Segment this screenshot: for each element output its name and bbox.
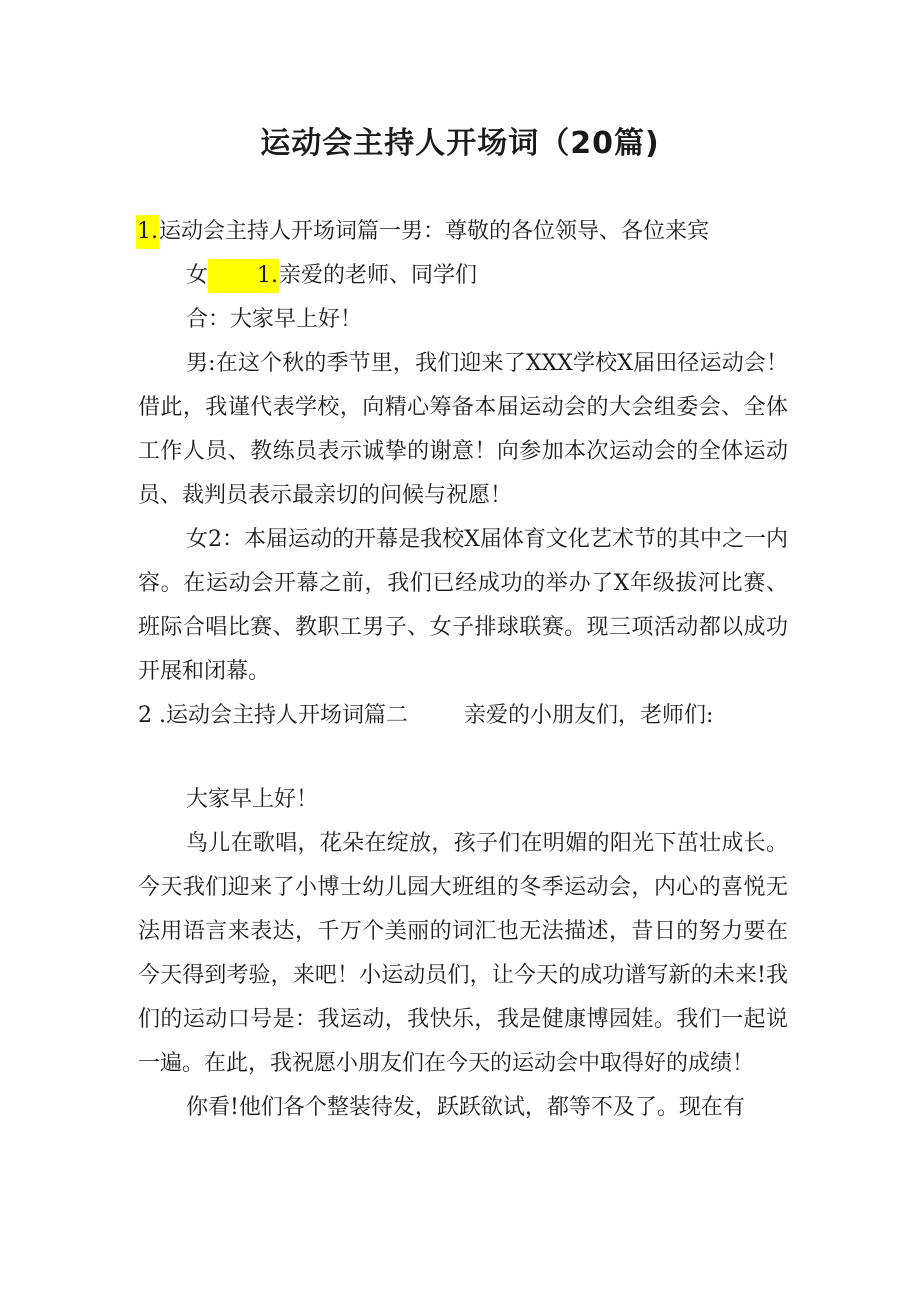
paragraph-6-greeting: 亲爱的小朋友们，老师们: bbox=[463, 703, 714, 728]
document-title: 运动会主持人开场词（20篇) bbox=[260, 126, 660, 161]
paragraph-2 bbox=[138, 254, 788, 298]
blank-line bbox=[138, 738, 788, 778]
paragraph-4: 男:在这个秋的季节里，我们迎来了XXX学校X届田径运动会！借此，我谨代表学校，向精心筹备本届运动会的大会组委会、全体工作人员、教练员表示诚挚的谢意！向参加本次运动会的全体运动员、裁判员表示最亲切的问候与祝愿！ bbox=[138, 351, 788, 508]
paragraph-7: 大家早上好！ bbox=[186, 787, 319, 812]
paragraph-1-text: 运动会主持人开场词篇一男：尊敬的各位领导、各位来宾 bbox=[159, 219, 710, 244]
paragraph-6 bbox=[138, 694, 788, 738]
document-body bbox=[138, 210, 788, 1130]
paragraph-2-text: 亲爱的老师、同学们 bbox=[279, 263, 478, 288]
paragraph-8: 鸟儿在歌唱，花朵在绽放，孩子们在明媚的阳光下茁壮成长。今天我们迎来了小博士幼儿园大班组的冬季运动会，内心的喜悦无法用语言来表达，千万个美丽的词汇也无法描述，昔日的努力要在今天得到考验，来吧！小运动员们，让今天的成功谱写新的未来!我们的运动口号是：我运动，我快乐，我是健康博园娃。我们一起说一遍。在此，我祝愿小朋友们在今天的运动会中取得好的成绩！ bbox=[138, 831, 788, 1076]
highlighted-number: 1. bbox=[208, 259, 279, 293]
paragraph-9: 你看!他们各个整装待发，跃跃欲试，都等不及了。现在有 bbox=[186, 1095, 745, 1120]
paragraph-3: 合：大家早上好！ bbox=[186, 307, 363, 332]
paragraph-1 bbox=[136, 210, 788, 254]
paragraph-2-prefix: 女 bbox=[186, 263, 209, 288]
paragraph-5: 女2：本届运动的开幕是我校X届体育文化艺术节的其中之一内容。在运动会开幕之前，我们已经成功的举办了X年级拔河比赛、班际合唱比赛、教职工男子、女子排球联赛。现三项活动都以成功开展和闭幕。 bbox=[138, 527, 788, 684]
highlighted-number: 1. bbox=[136, 215, 159, 249]
section-heading-2: 2 .运动会主持人开场词篇二 bbox=[138, 703, 408, 728]
